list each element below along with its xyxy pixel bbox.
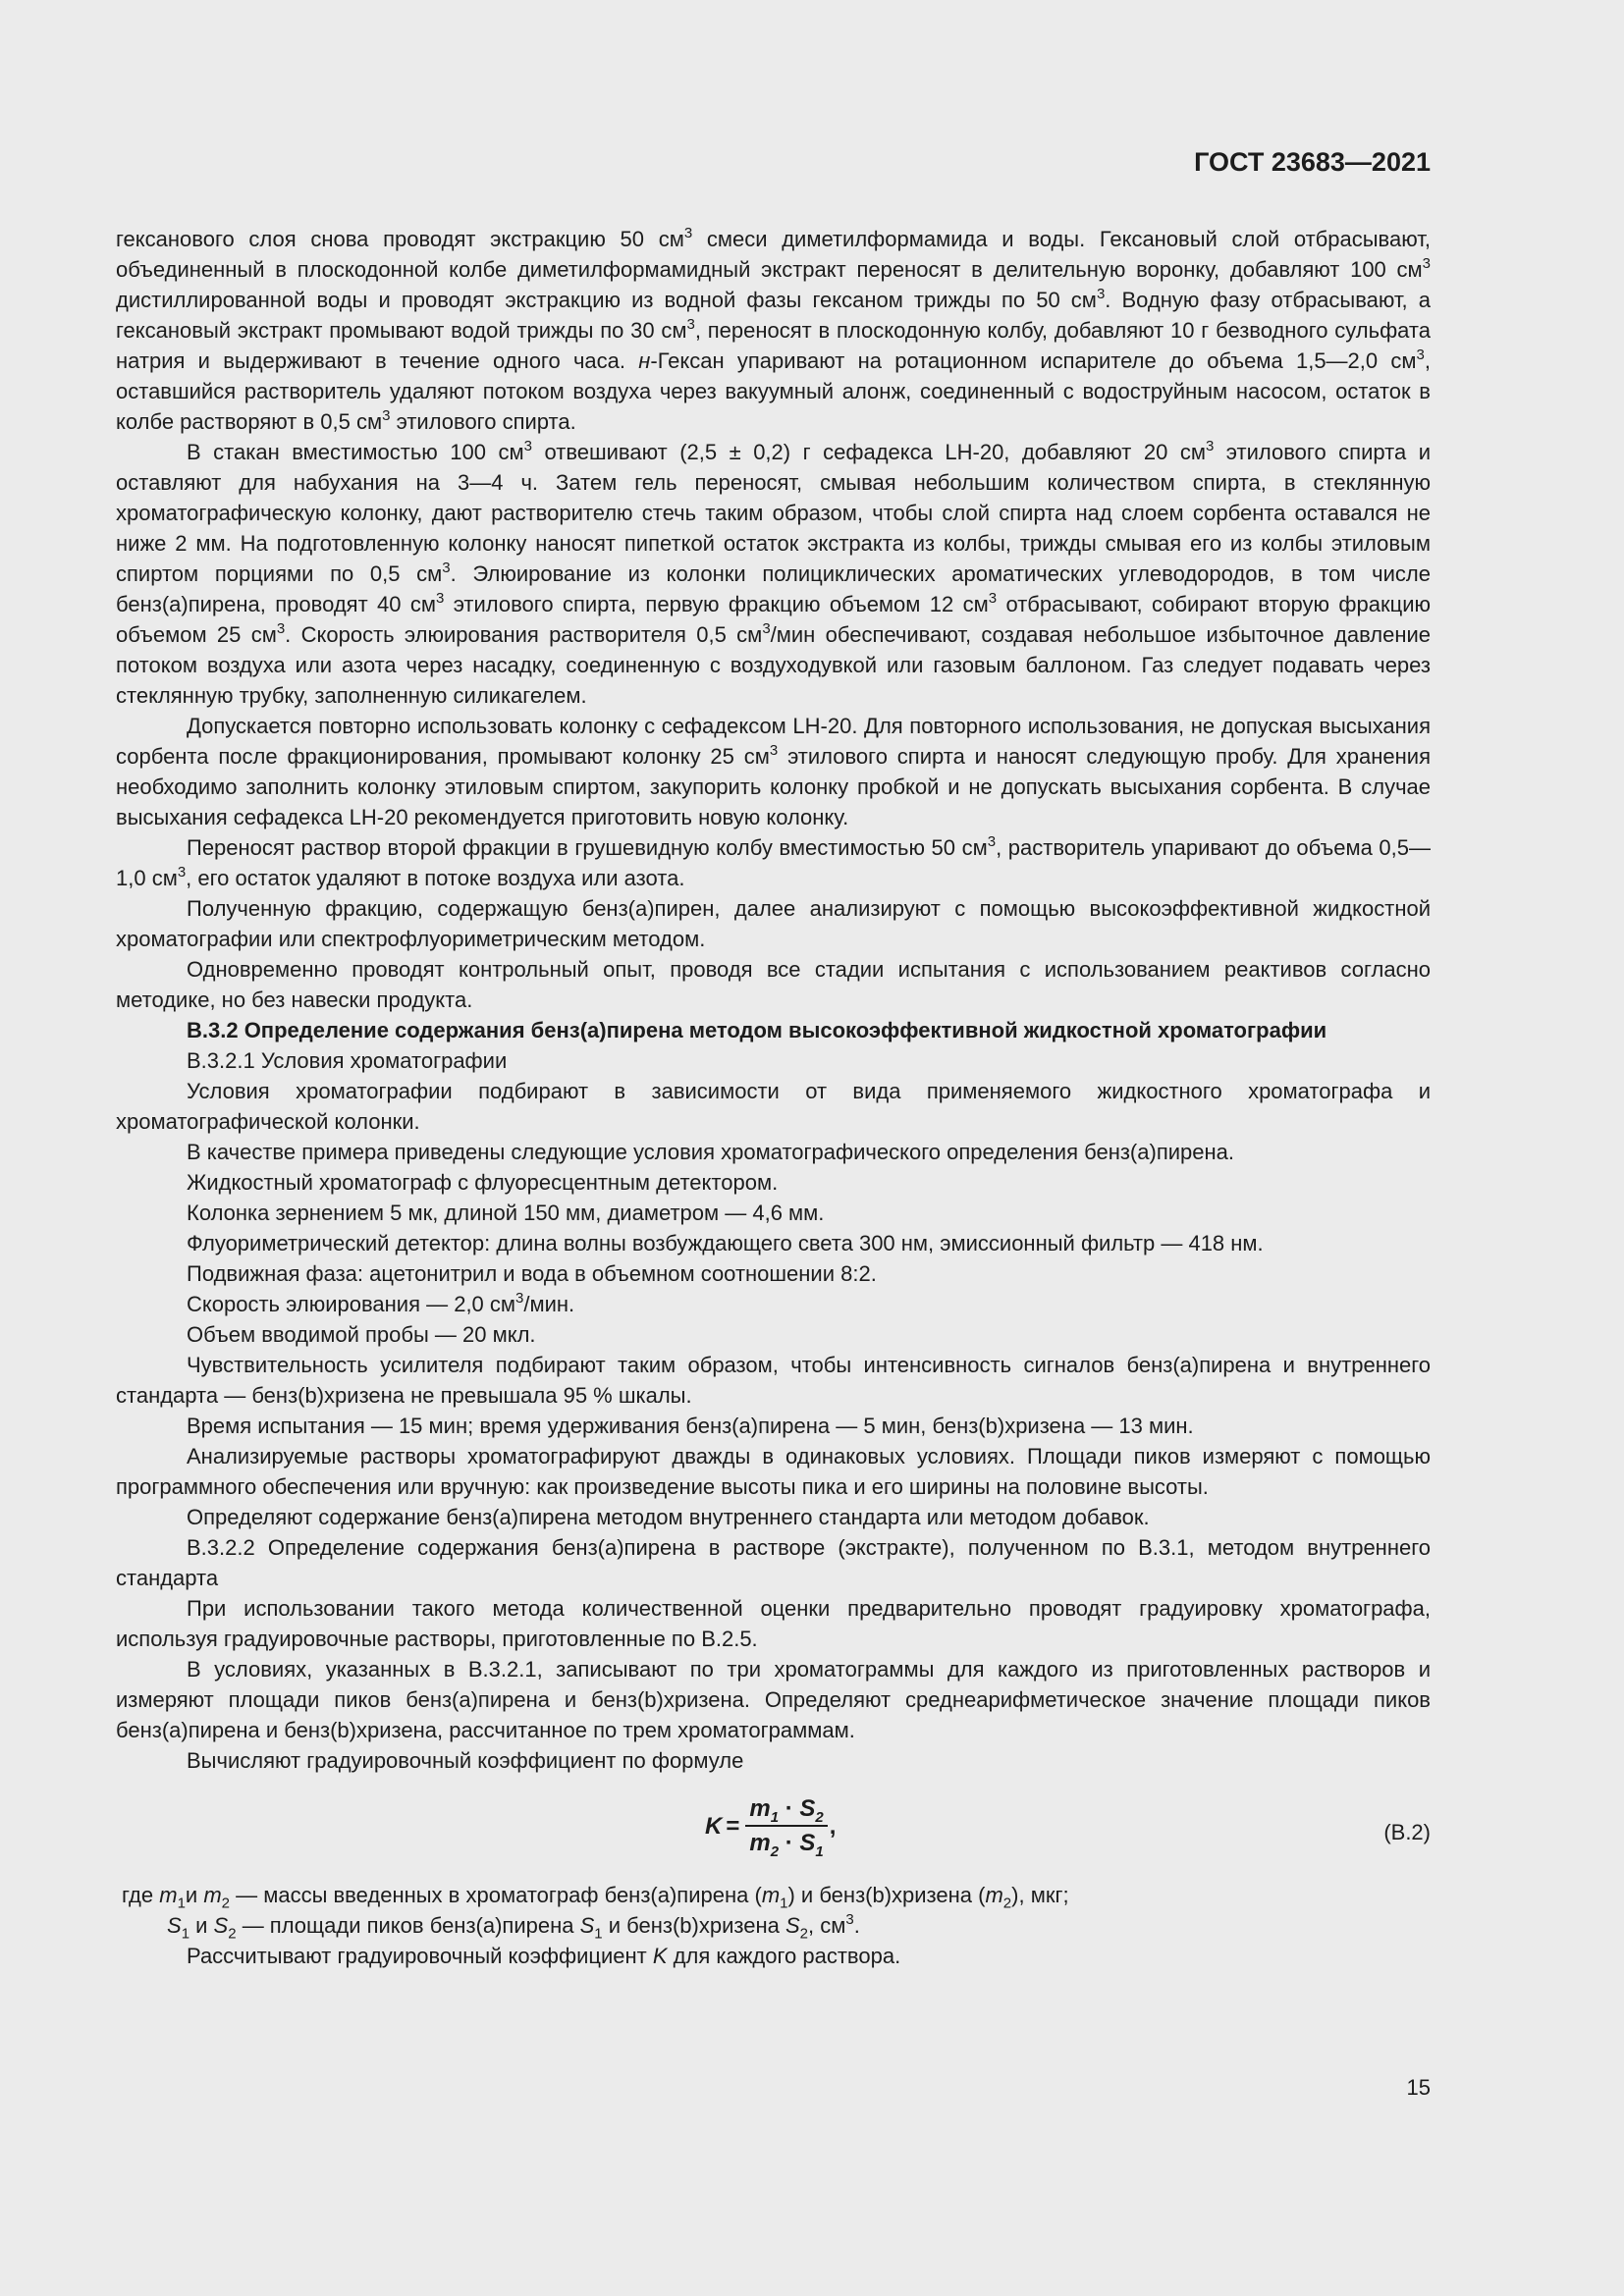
paragraph-sample-volume: Объем вводимой пробы — 20 мкл. <box>187 1322 536 1347</box>
paragraph-calibration: При использовании такого метода количественной оценки предварительно проводят градуировку хроматографа, используя градуировочные растворы, приготовленные по В.2.5. <box>116 1596 1431 1651</box>
paragraph-detector: Флуориметрический детектор: длина волны возбуждающего света 300 нм, эмиссионный фильтр — 418 нм. <box>187 1231 1264 1255</box>
paragraph-calc-k: Рассчитывают градуировочный коэффициент K для каждого раствора. <box>187 1944 901 1968</box>
paragraph-column-prep: В стакан вместимостью 100 $см^3$ отвешивают (2,5 ± 0,2) г сефадекса LH-20, добавляют 20 $см^3$ этилового спирта и оставляют для набухания на 3—4 ч. Затем гель переносят, смывая небольшим количеством спирта, в стеклянную хроматографическую колонку, дают растворителю стечь таким образом, чтобы слой спирта над слоем сорбента оставался не ниже 2 мм. На подготовленную колонку наносят пипеткой остаток экстракта из колбы, трижды смывая его из колбы этиловым спиртом порциями по 0,5 $см^3$. Элюирование из колонки полициклических ароматических углеводородов, в том числе бенз(а)пирена, проводят 40 $см^3$ этилового спирта, первую фракцию объемом 12 $см^3$ отбрасывают, собирают вторую фракцию объемом 25 $см^3$. Скорость элюирования растворителя 0,5 $см^3$/мин обеспечивают, создавая небольшое избыточное давление потоком воздуха или азота через насадку, соединенную с воздуходувкой или газовым баллоном. Газ следует подавать через стеклянную трубку, заполненную силикагелем. <box>116 437 1431 708</box>
page-number: 15 <box>1406 2075 1431 2100</box>
paragraph-formula-intro: Вычисляют градуировочный коэффициент по формуле <box>187 1748 744 1773</box>
paragraph-peak-areas: Анализируемые растворы хроматографируют дважды в одинаковых условиях. Площади пиков измеряют с помощью программного обеспечения или вручную: как произведение высоты пика и его ширины на половине высоты. <box>116 1444 1431 1499</box>
formula-expression: K = $\frac{m_1 \cdot S_2}{m_2 \cdot S_1}$ , <box>705 1795 837 1860</box>
document-code-header: ГОСТ 23683—2021 <box>1194 147 1431 177</box>
paragraph-conditions: Условия хроматографии подбирают в зависимости от вида применяемого жидкостного хроматографа и хроматографической колонки. <box>116 1079 1431 1134</box>
paragraph-column: Колонка зернением 5 мк, длиной 150 мм, диаметром — 4,6 мм. <box>187 1201 825 1225</box>
paragraph-second-fraction: Переносят раствор второй фракции в грушевидную колбу вместимостью 50 $см^3$, растворитель упаривают до объема 0,5—1,0 $см^3$, его остаток удаляют в потоке воздуха или азота. <box>116 832 1431 890</box>
paragraph-time: Время испытания — 15 мин; время удерживания бенз(а)пирена — 5 мин, бенз(b)хризена — 13 мин. <box>187 1414 1194 1438</box>
subsection-b321: В.3.2.1 Условия хроматографии <box>187 1048 508 1073</box>
paragraph-extraction: гексанового слоя снова проводят экстракцию 50 $см^3$ смеси диметилформамида и воды. Гексановый слой отбрасывают, объединенный в плоскодонной колбе диметилформамидный экстракт переносят в делительную воронку, добавляют 100 $см^3$ дистиллированной воды и проводят экстракцию из водной фазы гексаном трижды по 50 $см^3$. Водную фазу отбрасывают, а гексановый экстракт промывают водой трижды по 30 $см^3$, переносят в плоскодонную колбу, добавляют 10 г безводного сульфата натрия и выдерживают в течение одного часа. н-Гексан упаривают на ротационном испарителе до объема 1,5—2,0 $см^3$, оставшийся растворитель удаляют потоком воздуха через вакуумный алонж, соединенный с водоструйным насосом, остаток в колбе растворяют в 0,5 $см^3$ этилового спирта. <box>116 224 1432 434</box>
paragraph-control: Одновременно проводят контрольный опыт, проводя все стадии испытания с использованием реактивов согласно методике, но без навески продукта. <box>116 957 1431 1012</box>
paragraph-sensitivity: Чувствительность усилителя подбирают таким образом, чтобы интенсивность сигналов бенз(а)пирена и внутреннего стандарта — бенз(b)хризена не превышала 95 % шкалы. <box>116 1353 1431 1408</box>
subsection-b322: В.3.2.2 Определение содержания бенз(а)пирена в растворе (экстракте), полученном по В.3.1, методом внутреннего стандарта <box>116 1535 1431 1590</box>
section-heading-b32: В.3.2 Определение содержания бенз(а)пирена методом высокоэффективной жидкостной хроматографии <box>187 1018 1327 1042</box>
where-line-areas: $S_1$ и $S_2$ — площади пиков бенз(а)пирена $S_1$ и бенз(b)хризена $S_2$, $см^3$. <box>167 1910 860 1943</box>
paragraph-chromatograms: В условиях, указанных в В.3.2.1, записывают по три хроматограммы для каждого из приготовленных растворов и измеряют площади пиков бенз(а)пирена и бенз(b)хризена. Определяют среднеарифметическое значение площади пиков бенз(а)пирена и бенз(b)хризена, рассчитанное по трем хроматограммам. <box>116 1657 1431 1742</box>
formula-b2 <box>116 1786 1431 1874</box>
paragraph-column-reuse: Допускается повторно использовать колонку с сефадексом LH-20. Для повторного использования, не допуская высыхания сорбента после фракционирования, промывают колонку 25 $см^3$ этилового спирта и наносят следующую пробу. Для хранения необходимо заполнить колонку этиловым спиртом, закупорить колонку пробкой и не допускать высыхания сорбента. В случае высыхания сефадекса LH-20 рекомендуется приготовить новую колонку. <box>116 714 1432 829</box>
paragraph-elution-rate: Скорость элюирования — 2,0 $см^3$/мин. <box>187 1289 575 1316</box>
paragraph-example: В качестве примера приведены следующие условия хроматографического определения бенз(а)пирена. <box>187 1140 1234 1164</box>
formula-fraction: $\frac{m_1 \cdot S_2}{m_2 \cdot S_1}$ <box>745 1793 827 1858</box>
paragraph-mobile-phase: Подвижная фаза: ацетонитрил и вода в объемном соотношении 8:2. <box>187 1261 877 1286</box>
paragraph-chromatograph: Жидкостный хроматограф с флуоресцентным детектором. <box>187 1170 779 1195</box>
formula-number: (В.2) <box>1383 1820 1431 1844</box>
paragraph-analysis: Полученную фракцию, содержащую бенз(а)пирен, далее анализируют с помощью высокоэффективной жидкостной хроматографии или спектрофлуориметрическим методом. <box>116 896 1431 951</box>
document-body <box>116 224 1431 1971</box>
where-line-masses: где $m_1и$ $m_2$ — массы введенных в хроматограф бенз(а)пирена $(m_1)$ и бенз(b)хризена $(m_2)$, мкг; <box>122 1883 1069 1912</box>
paragraph-method: Определяют содержание бенз(а)пирена методом внутреннего стандарта или методом добавок. <box>187 1505 1150 1529</box>
